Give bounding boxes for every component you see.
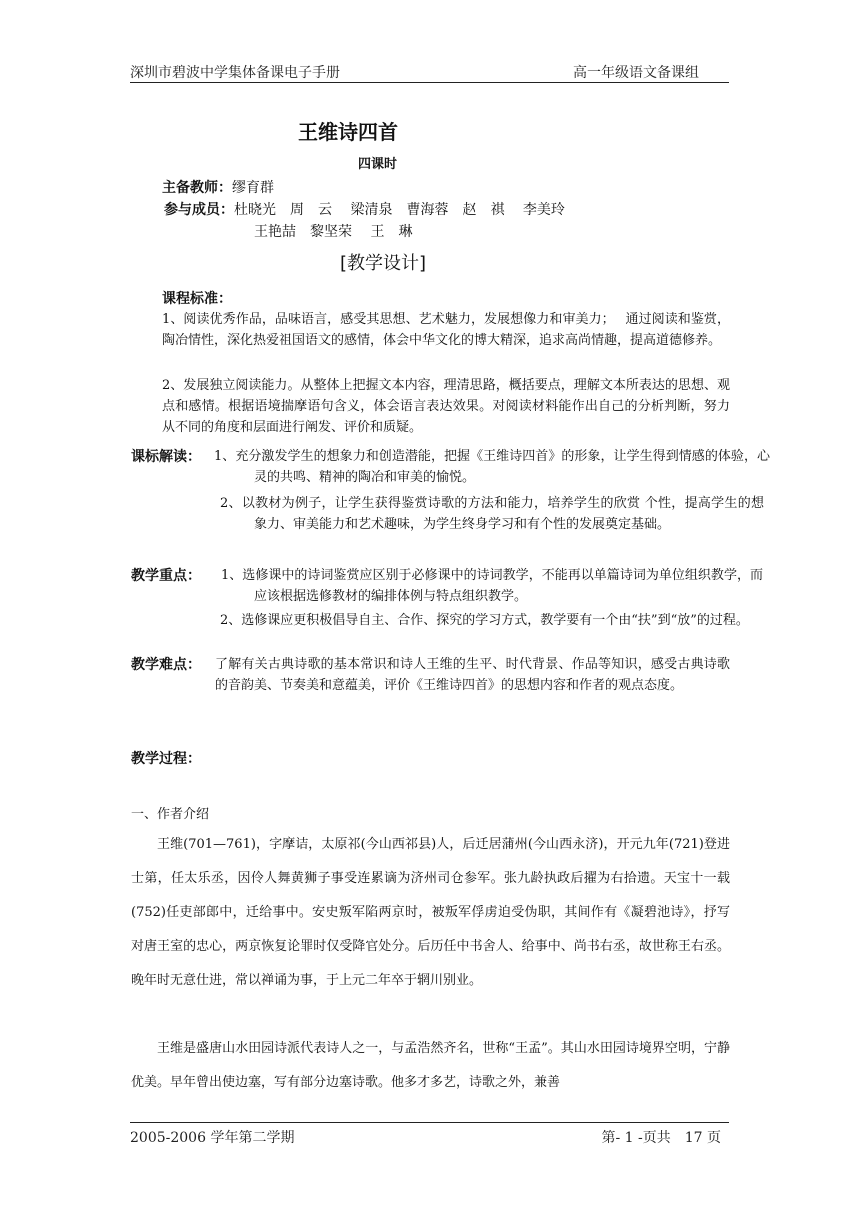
members-line1: 杜晓光 周 云 梁清泉 曹海蓉 赵 祺 李美玲 — [234, 202, 565, 218]
footer-page-number: 第- 1 -页共 17 页 — [601, 1130, 721, 1146]
header-right: 高一年级语文备课组 — [573, 65, 699, 81]
author-paragraph-2: 王维是盛唐山水田园诗派代表诗人之一，与孟浩然齐名，世称“王孟”。其山水田园诗境界空明，宁静优美。早年曾出使边塞，写有部分边塞诗歌。他多才多艺，诗歌之外，兼善 — [131, 1041, 730, 1090]
interpretation-label: 课标解读： — [131, 449, 201, 465]
key-points-item-2: 2、选修课应更积极倡导自主、合作、探究的学习方式，教学要有一个由“扶”到“放”的过程。 — [220, 613, 749, 628]
header-left: 深圳市碧波中学集体备课电子手册 — [130, 65, 340, 81]
design-heading: [教学设计] — [340, 253, 427, 274]
author-paragraph-1: 王维(701—761)，字摩诘，太原祁(今山西祁县)人，后迁居蒲州(今山西永济)，开元九年(721)登进士第，任太乐丞，因伶人舞黄狮子事受连累谪为济州司仓参军。张九龄执政后擢为右拾遗。天宝十一载(752)任吏部郎中，迁给事中。安史叛军陷两京时，被叛军俘虏迫受伪职，其间作有《凝碧池诗》，抒写对唐王室的忠心，两京恢复论罪时仅受降官处分。后历任中书舍人、给事中、尚书右丞，故世称王右丞。晚年时无意仕进，常以禅诵为事，于上元二年卒于辋川别业。 — [131, 837, 730, 988]
page-header — [130, 60, 729, 83]
footer-term: 2005-2006 学年第二学期 — [130, 1130, 295, 1146]
lead-teacher-row — [162, 177, 274, 197]
members-label: 参与成员： — [164, 202, 234, 218]
difficulties-label: 教学难点： — [131, 657, 201, 673]
section-author-intro: 一、作者介绍 — [131, 807, 210, 822]
difficulties-text: 了解有关古典诗歌的基本常识和诗人王维的生平、时代背景、作品等知识，感受古典诗歌的音韵美、节奏美和意蕴美，评价《王维诗四首》的思想内容和作者的观点态度。 — [215, 657, 730, 693]
standards-item-2: 2、发展独立阅读能力。从整体上把握文本内容，理清思路，概括要点，理解文本所表达的思想、观点和感情。根据语境揣摩语句含义，体会语言表达效果。对阅读材料能作出自己的分析判断，努力从不同的角度和层面进行阐发、评价和质疑。 — [162, 378, 730, 435]
key-points-item-1: 1、选修课中的诗词鉴赏应区别于必修课中的诗词教学，不能再以单篇诗词为单位组织教学，而应该根据选修教材的编排体例与特点组织教学。 — [221, 568, 763, 604]
process-label: 教学过程： — [131, 751, 201, 767]
document-subtitle: 四课时 — [358, 157, 398, 172]
interpretation-item-2: 2、以教材为例子，让学生获得鉴赏诗歌的方法和能力，培养学生的欣赏 个性，提高学生的想象力、审美能力和艺术趣味，为学生终身学习和有个性的发展奠定基础。 — [220, 496, 764, 532]
interpretation-item-1: 1、充分激发学生的想象力和创造潜能，把握《王维诗四首》的形象，让学生得到情感的体验，心灵的共鸣、精神的陶冶和审美的愉悦。 — [214, 449, 770, 485]
standards-label: 课程标准： — [162, 291, 232, 307]
members-row — [164, 199, 565, 219]
key-points-label: 教学重点： — [131, 568, 201, 584]
standards-item-1: 1、阅读优秀作品，品味语言，感受其思想、艺术魅力，发展想像力和审美力； 通过阅读和鉴赏，陶冶情性，深化热爱祖国语文的感情，体会中华文化的博大精深，追求高尚情趣，提高道德修养。 — [162, 312, 730, 348]
lead-teacher-name: 缪育群 — [232, 180, 274, 196]
document-title: 王维诗四首 — [298, 120, 398, 144]
lead-teacher-label: 主备教师： — [162, 180, 232, 196]
members-line2: 王艳喆 黎坚荣 王 琳 — [254, 224, 413, 240]
page-footer — [130, 1122, 729, 1147]
